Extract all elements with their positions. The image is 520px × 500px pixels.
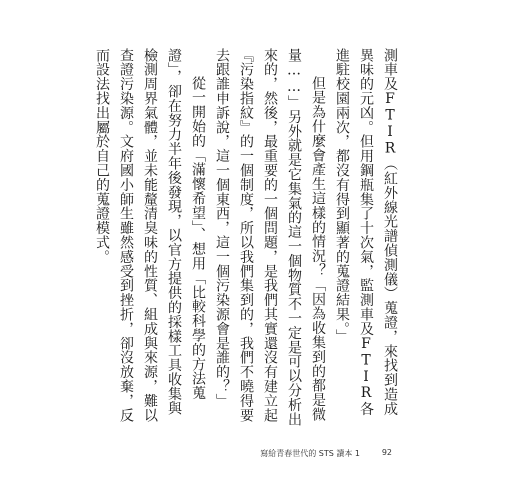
page-footer xyxy=(0,448,520,462)
paragraph-1: 測車及FTIR（紅外線光譜偵測儀）蒐證，來找到造成異味的元凶。但用鋼瓶集了十次氣，監測車及FTIR各進駐校園兩次，都沒有得到顯著的蒐證結果。」 xyxy=(334,48,398,416)
paragraph-2: 但是為什麼會產生這樣的情況？「因為收集到的都是微量……」另外就是它集氣的這一個物質不一定是可以分析出來的，然後，最重要的一個問題，是我們其實還沒有建立起『污染指紋』的一個制度，所以我們集到的，我們不曉得要去跟誰申訴說，這一個東西，這一個污染源會是誰的？」 xyxy=(214,48,326,427)
page-number: 92 xyxy=(381,448,392,457)
paragraph-3: 從一開始的「滿懷希望」、想用「比較科學的方法蒐證」，卻在努力半年後發現，以官方提供的採樣工具收集與檢測周界氣體，並未能釐清臭味的性質、組成與來源，難以查證污染源。文府國小師生雖然感受到挫折，卻沒放棄，反而設法找出屬於自己的蒐證模式。 xyxy=(94,48,206,423)
running-title: 寫給青春世代的 STS 讀本 1 xyxy=(260,449,360,458)
body-text xyxy=(90,48,402,428)
